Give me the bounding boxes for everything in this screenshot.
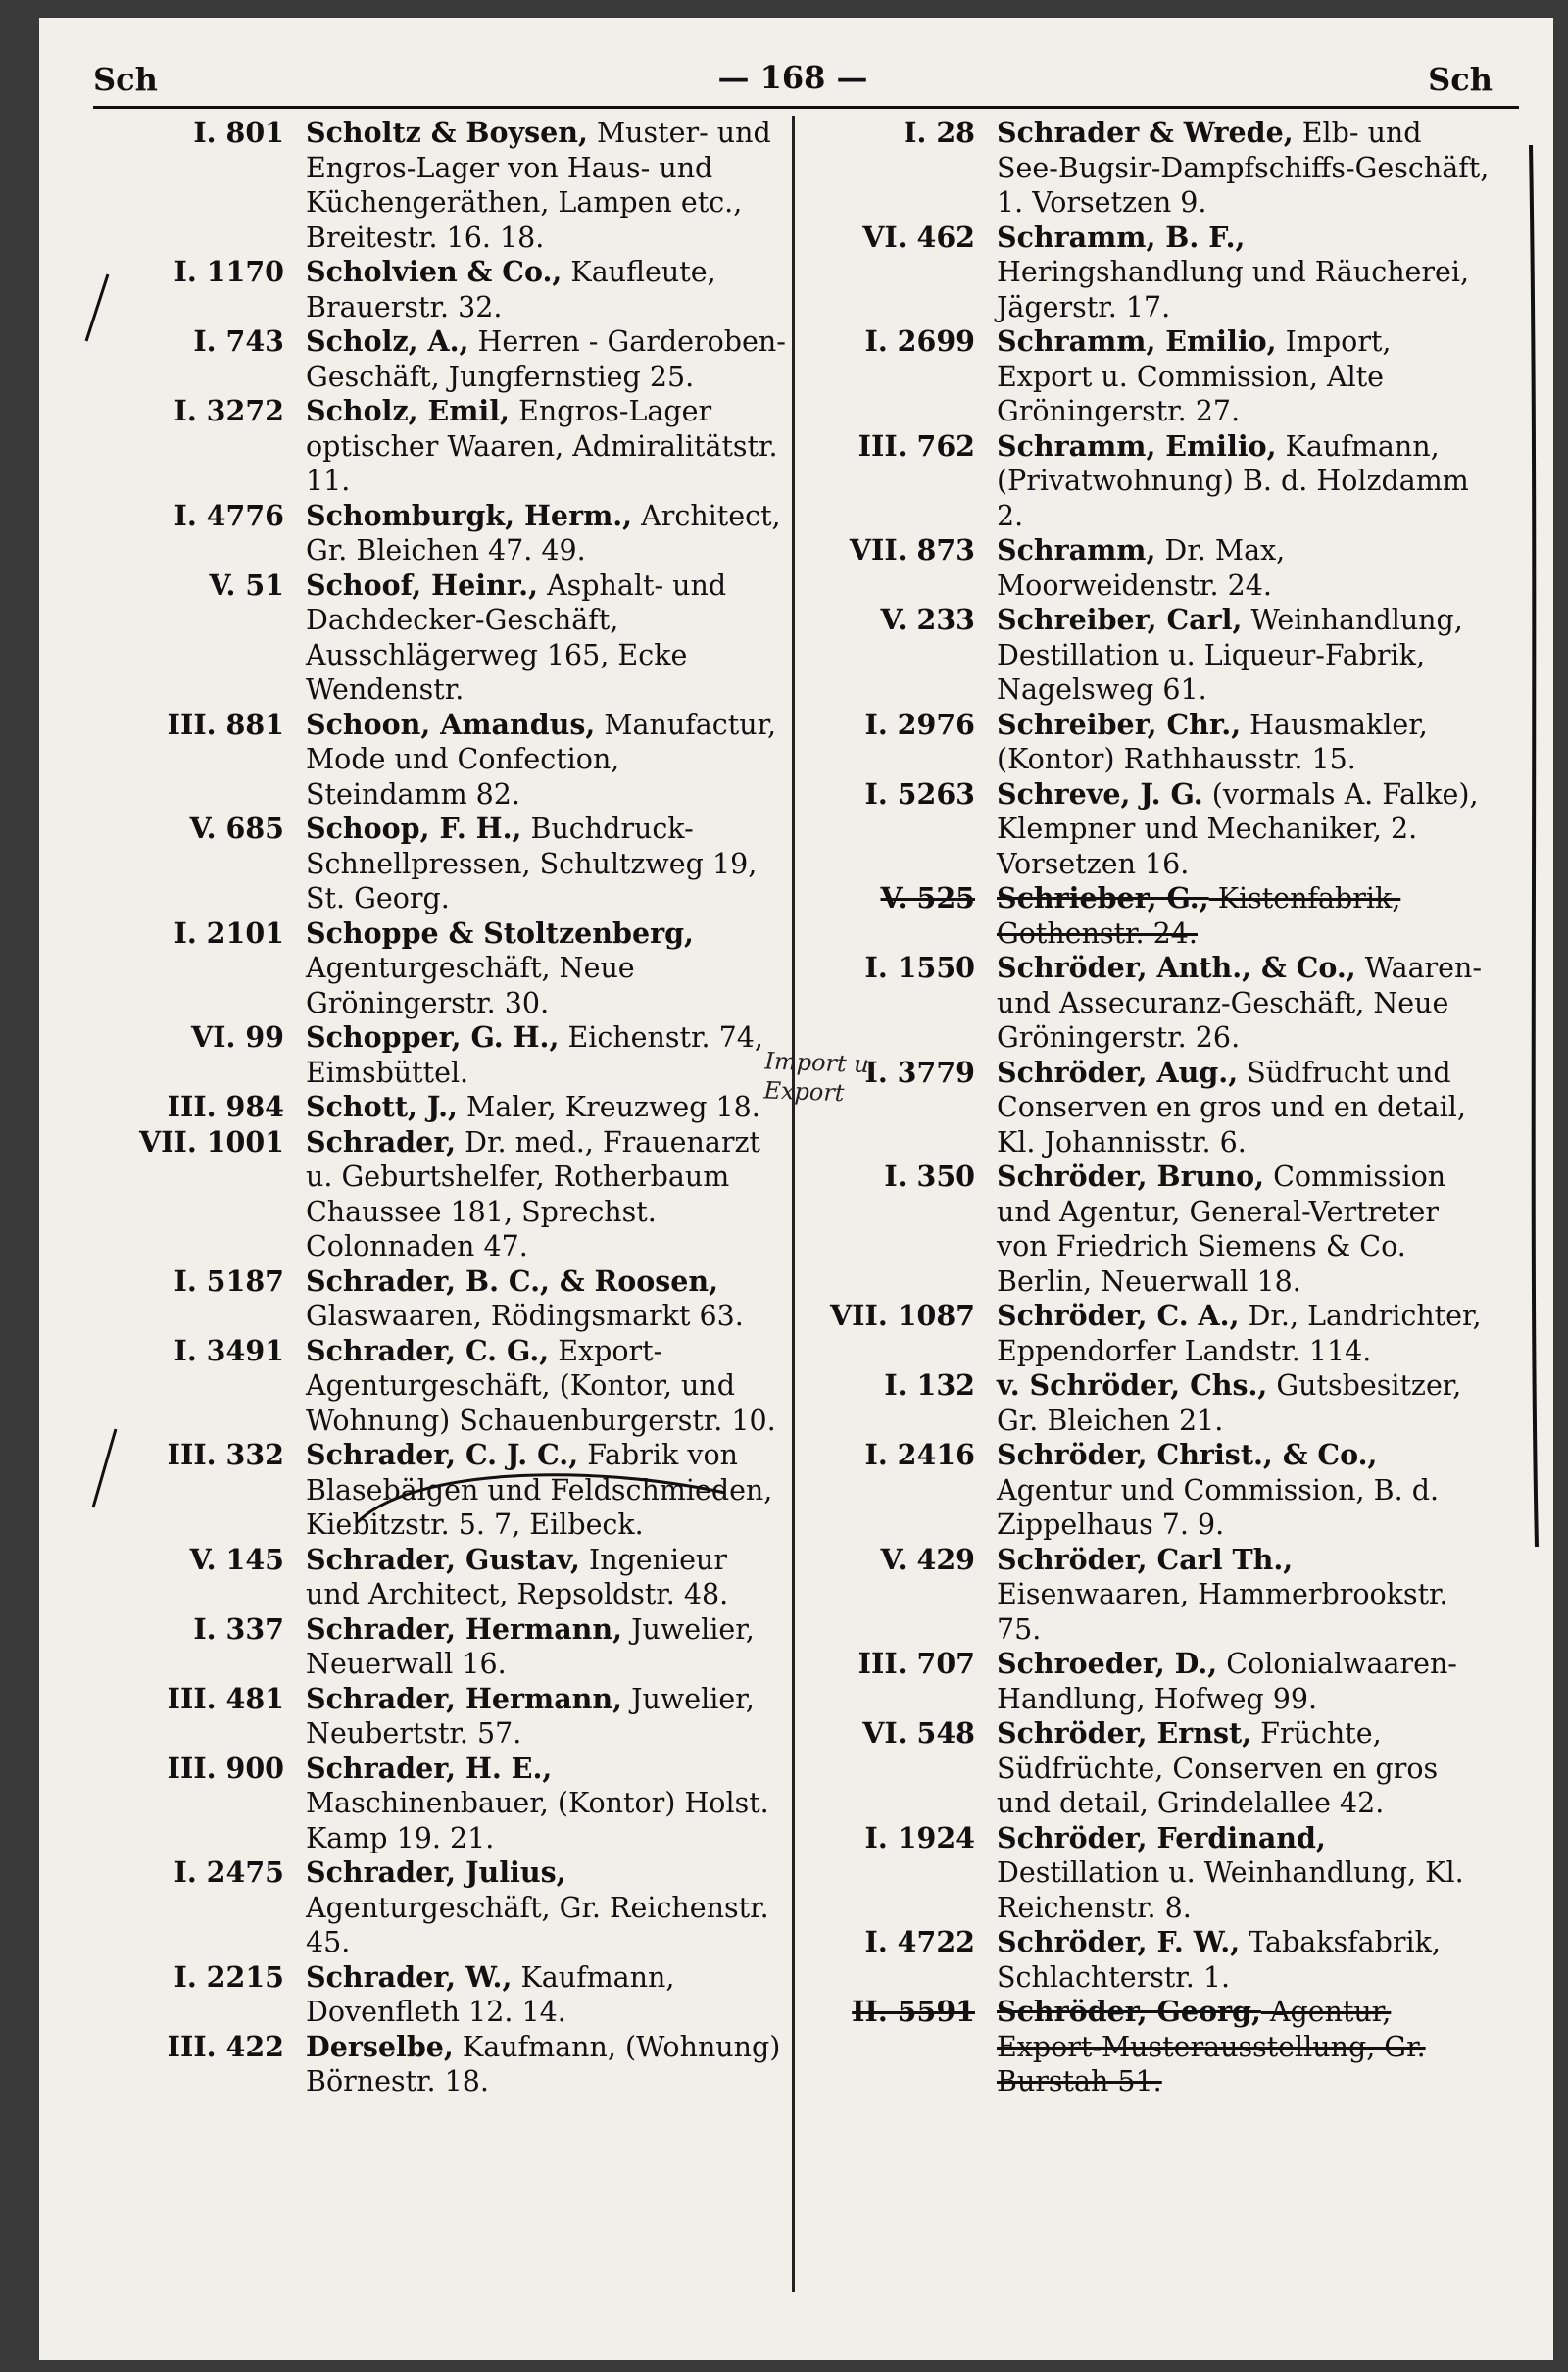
entry-name: Schrader, Gustav, bbox=[306, 1542, 580, 1576]
entry-name: Schrader, W., bbox=[306, 1959, 513, 1994]
entry-name: Schopper, G. H., bbox=[306, 1020, 560, 1054]
entry-name: Schröder, Ferdinand, bbox=[997, 1820, 1326, 1854]
entry-name: Scholtz & Boysen, bbox=[306, 116, 588, 149]
entry-name: Scholz, Emil, bbox=[306, 394, 510, 427]
entry-details: Früchte, Südfrüchte, Conserven en gros und detail, Grindelallee 42. bbox=[997, 1717, 1439, 1819]
entry-name: Schrader, H. E., bbox=[306, 1751, 553, 1785]
entry-number: I. 4722 bbox=[864, 1925, 975, 1958]
entry-details: Buchdruck-Schnellpressen, Schultzweg 19, St. Georg. bbox=[306, 813, 758, 914]
entry-details: Engros-Lager optischer Waaren, Admiralitätstr. 11. bbox=[306, 395, 778, 497]
entry-number: V. 685 bbox=[189, 812, 284, 845]
handwritten-margin-note: Import u. Export bbox=[763, 1047, 877, 1108]
entry-details: Kaufmann, (Wohnung) Börnestr. 18. bbox=[306, 2030, 781, 2098]
entry-number: VI. 548 bbox=[862, 1716, 975, 1750]
entry-name: v. Schröder, Chs., bbox=[997, 1368, 1268, 1402]
entry-name: Schreiber, Carl, bbox=[997, 603, 1243, 636]
entry-details: Muster- und Engros-Lager von Haus- und Küchengeräthen, Lampen etc., Breitestr. 16. 18. bbox=[306, 117, 771, 254]
entry-name: Schramm, Emilio, bbox=[997, 428, 1277, 463]
entry-name: Schröder, Aug., bbox=[997, 1055, 1239, 1089]
entry-number: I. 4776 bbox=[173, 498, 284, 532]
entry-number: I. 3491 bbox=[173, 1333, 284, 1367]
entry-number: I. 28 bbox=[904, 116, 975, 149]
entry-number: I. 2101 bbox=[173, 915, 284, 950]
entry-number: III. 984 bbox=[167, 1090, 284, 1123]
entry-name: Schrader, Hermann, bbox=[306, 1611, 623, 1646]
entry-details: Dr. med., Frauenarzt u. Geburtshelfer, Rotherbaum Chaussee 181, Sprechst. Colonnaden 47. bbox=[306, 1125, 760, 1262]
entry-details: Colonialwaaren-Handlung, Hofweg 99. bbox=[997, 1648, 1457, 1715]
entry-name: Schroeder, D., bbox=[997, 1647, 1218, 1680]
entry-number: VI. 462 bbox=[862, 220, 975, 254]
entry-number: III. 900 bbox=[167, 1751, 284, 1785]
entry-details: Export-Agenturgeschäft, (Kontor, und Wohnung) Schauenburgerstr. 10. bbox=[306, 1334, 776, 1437]
entry-number: I. 5187 bbox=[173, 1263, 284, 1298]
entry-name: Schröder, Christ., & Co., bbox=[997, 1438, 1378, 1471]
entry-number: I. 5263 bbox=[864, 776, 975, 811]
entry-details: Kistenfabrik, Gothenstr. 24. bbox=[997, 882, 1401, 950]
entry-number: I. 2976 bbox=[864, 707, 975, 741]
entry-number: I. 1924 bbox=[864, 1820, 975, 1854]
entry-details: Kaufleute, Brauerstr. 32. bbox=[306, 256, 716, 323]
entry-details: Agentur, Export-Musterausstellung, Gr. Burstah 51. bbox=[997, 1996, 1426, 2098]
entry-name: Schrader, C. J. C., bbox=[306, 1438, 579, 1471]
entry-details: Waaren- und Assecuranz-Geschäft, Neue Gröningerstr. 26. bbox=[997, 952, 1483, 1054]
entry-details: Tabaksfabrik, Schlachterstr. 1. bbox=[997, 1926, 1441, 1994]
entry-name: Schomburgk, Herm., bbox=[306, 498, 633, 532]
entry-number: I. 2475 bbox=[173, 1855, 284, 1889]
entry-name: Schoon, Amandus, bbox=[306, 707, 596, 741]
entry-name: Schrader, C. G., bbox=[306, 1333, 550, 1367]
entry-name: Schramm, bbox=[997, 533, 1156, 567]
entry-number: V. 145 bbox=[189, 1542, 284, 1576]
entry-number: I. 3779 bbox=[864, 1055, 975, 1089]
entry-number: III. 881 bbox=[167, 707, 284, 741]
entry-number: VI. 99 bbox=[191, 1020, 284, 1054]
header-right-label: Sch bbox=[1428, 61, 1493, 98]
entry-number: I. 801 bbox=[193, 116, 284, 149]
entry-details: Hausmakler, (Kontor) Rathhausstr. 15. bbox=[997, 708, 1428, 775]
entry-number: III. 762 bbox=[858, 428, 975, 463]
entry-number: I. 2699 bbox=[864, 324, 975, 358]
entry-number: III. 422 bbox=[167, 2029, 284, 2063]
entry-number: V. 429 bbox=[880, 1542, 975, 1576]
entry-name: Schrader, B. C., & Roosen, bbox=[306, 1263, 719, 1298]
entry-details: Manufactur, Mode und Confection, Steindamm 82. bbox=[306, 708, 777, 811]
entry-number: III. 707 bbox=[858, 1647, 975, 1680]
entry-details: Import, Export u. Commission, Alte Gröningerstr. 27. bbox=[997, 325, 1392, 427]
entry-name: Schott, J., bbox=[306, 1090, 458, 1123]
entry-number: V. 233 bbox=[880, 603, 975, 636]
entry-details: Ingenieur und Architect, Repsoldstr. 48. bbox=[306, 1543, 729, 1610]
entry-details: Asphalt- und Dachdecker-Geschäft, Ausschlägerweg 165, Ecke Wendenstr. bbox=[306, 568, 727, 706]
entry-number: I. 337 bbox=[193, 1611, 284, 1646]
entry-number: V. 525 bbox=[880, 881, 975, 914]
entry-details: Eisenwaaren, Hammerbrookstr. 75. bbox=[997, 1578, 1448, 1646]
entry-number: II. 5591 bbox=[852, 1995, 975, 2028]
entry-name: Schröder, Ernst, bbox=[997, 1716, 1252, 1750]
entry-details: Elb- und See-Bugsir-Dampfschiffs-Geschäft, 1. Vorsetzen 9. bbox=[997, 117, 1490, 219]
entry-details: Juwelier, Neubertstr. 57. bbox=[306, 1682, 755, 1750]
entry-details: Juwelier, Neuerwall 16. bbox=[306, 1612, 755, 1680]
entry-details: Dr. Max, Moorweidenstr. 24. bbox=[997, 534, 1286, 602]
entry-details: Commission und Agentur, General-Vertreter von Friedrich Siemens & Co. Berlin, Neuerwall 18. bbox=[997, 1161, 1446, 1298]
entry-details: Heringshandlung und Räucherei, Jägerstr. 17. bbox=[997, 256, 1470, 323]
pen-marks bbox=[39, 18, 1553, 2360]
entry-details: Agenturgeschäft, Neue Gröningerstr. 30. bbox=[306, 952, 635, 1019]
entry-number: III. 481 bbox=[167, 1681, 284, 1715]
entry-number: VII. 873 bbox=[849, 533, 975, 567]
entry-details: Herren - Garderoben-Geschäft, Jungfernstieg 25. bbox=[306, 325, 786, 393]
entry-name: Schoof, Heinr., bbox=[306, 568, 539, 602]
entry-name: Derselbe, bbox=[306, 2029, 454, 2063]
entry-name: Schröder, Carl Th., bbox=[997, 1542, 1294, 1576]
entry-name: Schramm, Emilio, bbox=[997, 324, 1277, 358]
entry-details: Dr., Landrichter, Eppendorfer Landstr. 114. bbox=[997, 1300, 1482, 1367]
page-number: — 168 — bbox=[717, 59, 868, 96]
entry-name: Schröder, Bruno, bbox=[997, 1160, 1265, 1193]
entry-name: Schrader & Wrede, bbox=[997, 116, 1294, 149]
entry-name: Schrader, bbox=[306, 1124, 457, 1159]
entry-details: (vormals A. Falke), Klempner und Mechaniker, 2. Vorsetzen 16. bbox=[997, 777, 1479, 880]
header-left-label: Sch bbox=[93, 61, 158, 98]
entry-number: I. 2416 bbox=[864, 1438, 975, 1471]
entry-number: I. 132 bbox=[884, 1368, 975, 1402]
entry-name: Schreve, J. G. bbox=[997, 776, 1203, 811]
entry-number: VII. 1001 bbox=[139, 1124, 284, 1159]
entry-number: I. 350 bbox=[884, 1160, 975, 1193]
entry-details: Gutsbesitzer, Gr. Bleichen 21. bbox=[997, 1369, 1462, 1437]
entry-details: Agenturgeschäft, Gr. Reichenstr. 45. bbox=[306, 1891, 769, 1958]
entry-name: Schröder, F. W., bbox=[997, 1925, 1241, 1958]
entry-name: Schrader, Hermann, bbox=[306, 1681, 623, 1715]
entry-number: I. 743 bbox=[193, 324, 284, 358]
entry-details: Maler, Kreuzweg 18. bbox=[457, 1091, 760, 1123]
entry-name: Schoppe & Stoltzenberg, bbox=[306, 915, 694, 950]
entry-number: I. 2215 bbox=[173, 1959, 284, 1994]
entry-name: Scholvien & Co., bbox=[306, 255, 563, 288]
entry-details: Agentur und Commission, B. d. Zippelhaus 7. 9. bbox=[997, 1473, 1440, 1541]
entry-number: III. 332 bbox=[167, 1438, 284, 1471]
entry-name: Schreiber, Chr., bbox=[997, 707, 1242, 741]
entry-number: V. 51 bbox=[209, 568, 284, 602]
entry-name: Schramm, B. F., bbox=[997, 220, 1246, 254]
entry-number: I. 1550 bbox=[864, 951, 975, 984]
entry-number: I. 3272 bbox=[173, 394, 284, 427]
entry-name: Schrieber, G., bbox=[997, 881, 1209, 914]
entry-name: Schrader, Julius, bbox=[306, 1855, 566, 1889]
entry-name: Scholz, A., bbox=[306, 324, 469, 358]
directory-page bbox=[39, 18, 1553, 2360]
entry-details: Südfrucht und Conserven en gros und en detail, Kl. Johannisstr. 6. bbox=[997, 1056, 1466, 1159]
entry-details: Fabrik von Blasebälgen und Feldschmieden, Kiebitzstr. 5. 7, Eilbeck. bbox=[306, 1439, 773, 1541]
entry-number: VII. 1087 bbox=[830, 1299, 975, 1332]
entry-name: Schoop, F. H., bbox=[306, 812, 522, 845]
entry-details: Maschinenbauer, (Kontor) Holst. Kamp 19. 21. bbox=[306, 1787, 769, 1854]
entry-details: Eichenstr. 74, Eimsbüttel. bbox=[306, 1021, 763, 1089]
entry-number: I. 1170 bbox=[173, 255, 284, 288]
entry-details: Kaufmann, Dovenfleth 12. 14. bbox=[306, 1960, 675, 2028]
entry-details: Weinhandlung, Destillation u. Liqueur-Fabrik, Nagelsweg 61. bbox=[997, 604, 1463, 706]
entry-details: Destillation u. Weinhandlung, Kl. Reichenstr. 8. bbox=[997, 1856, 1464, 1924]
entry-details: Glaswaaren, Rödingsmarkt 63. bbox=[306, 1300, 744, 1332]
entry-details: Architect, Gr. Bleichen 47. 49. bbox=[306, 499, 781, 567]
entry-name: Schröder, C. A., bbox=[997, 1299, 1240, 1332]
entry-name: Schröder, Georg, bbox=[997, 1995, 1261, 2028]
entry-name: Schröder, Anth., & Co., bbox=[997, 951, 1356, 984]
entry-details: Kaufmann, (Privatwohnung) B. d. Holzdamm 2. bbox=[997, 429, 1469, 532]
